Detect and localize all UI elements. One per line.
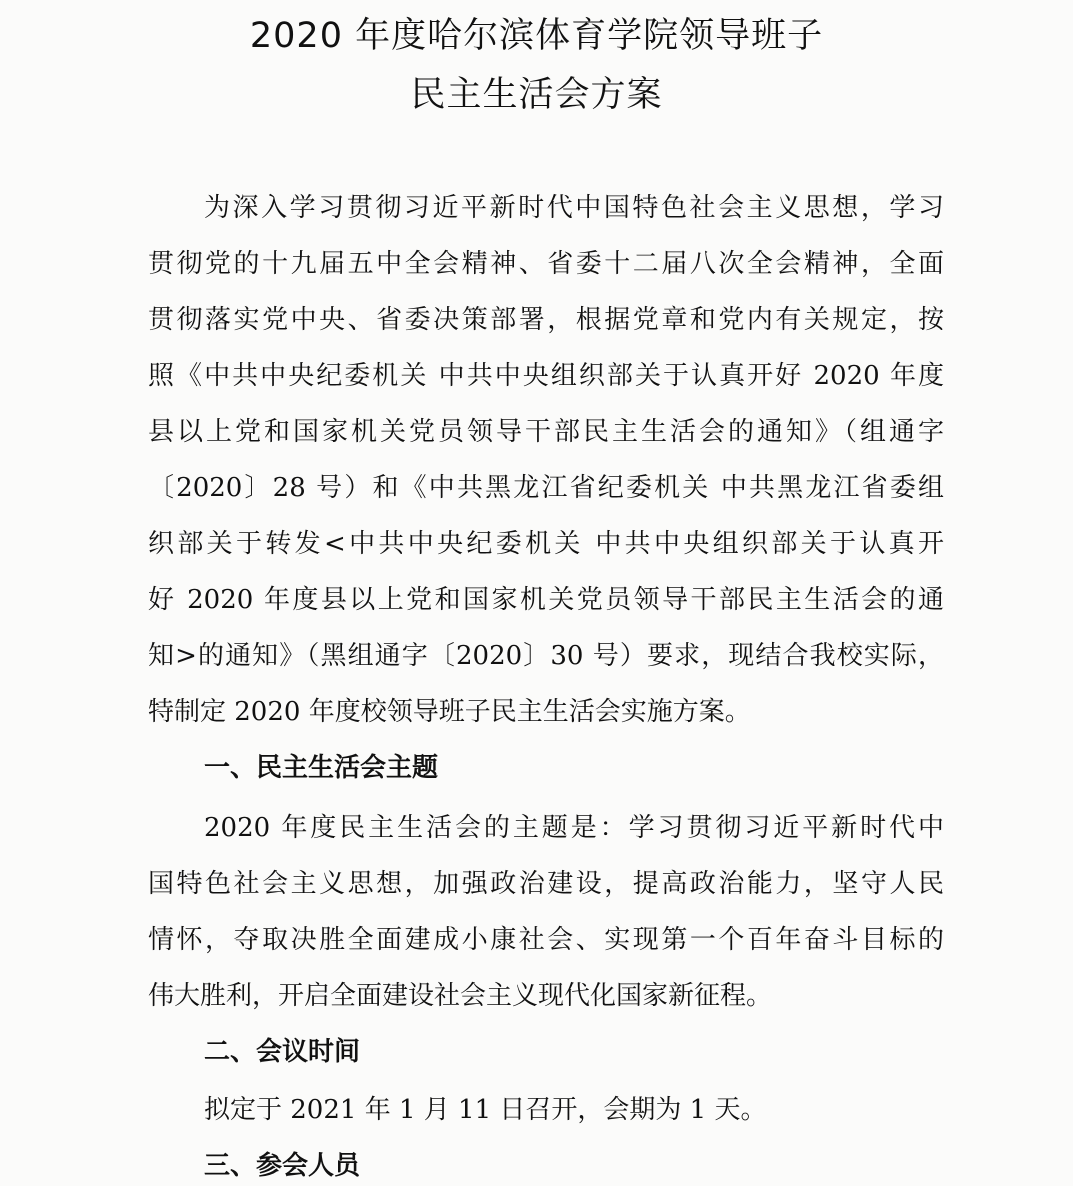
document-title-line-1: 2020 年度哈尔滨体育学院领导班子: [249, 16, 824, 56]
section-heading-topic: 一、民主生活会主题: [204, 753, 439, 783]
intro-paragraph-line: 县以上党和国家机关党员领导干部民主生活会的通知》（组通字: [148, 417, 944, 447]
intro-paragraph-line: 特制定 2020 年度校领导班子民主生活会实施方案。: [148, 697, 751, 727]
intro-paragraph-line: 照《中共中央纪委机关 中共中央组织部关于认真开好 2020 年度: [148, 361, 944, 391]
intro-paragraph-line: 知>的通知》（黑组通字〔2020〕30 号）要求，现结合我校实际，: [148, 641, 944, 671]
document-title-line-2: 民主生活会方案: [410, 75, 663, 115]
intro-paragraph-line: 贯彻落实党中央、省委决策部署，根据党章和党内有关规定，按: [148, 305, 944, 335]
section-heading-attendees: 三、参会人员: [204, 1151, 361, 1181]
topic-paragraph-line: 情怀，夺取决胜全面建成小康社会、实现第一个百年奋斗目标的: [148, 925, 944, 955]
intro-paragraph-line: 〔2020〕28 号）和《中共黑龙江省纪委机关 中共黑龙江省委组: [148, 473, 944, 503]
intro-paragraph-line: 好 2020 年度县以上党和国家机关党员领导干部民主生活会的通: [148, 585, 944, 615]
meeting-time-line: 拟定于 2021 年 1 月 11 日召开，会期为 1 天。: [204, 1095, 767, 1125]
intro-paragraph-line: 为深入学习贯彻习近平新时代中国特色社会主义思想，学习: [204, 193, 944, 223]
intro-paragraph-line: 贯彻党的十九届五中全会精神、省委十二届八次全会精神，全面: [148, 249, 944, 279]
topic-paragraph-line: 2020 年度民主生活会的主题是：学习贯彻习近平新时代中: [204, 813, 944, 843]
section-heading-time: 二、会议时间: [204, 1037, 361, 1067]
intro-paragraph-line: 织部关于转发<中共中央纪委机关 中共中央组织部关于认真开: [148, 529, 944, 559]
topic-paragraph-line: 伟大胜利，开启全面建设社会主义现代化国家新征程。: [148, 981, 773, 1011]
topic-paragraph-line: 国特色社会主义思想，加强政治建设，提高政治能力，坚守人民: [148, 869, 944, 899]
